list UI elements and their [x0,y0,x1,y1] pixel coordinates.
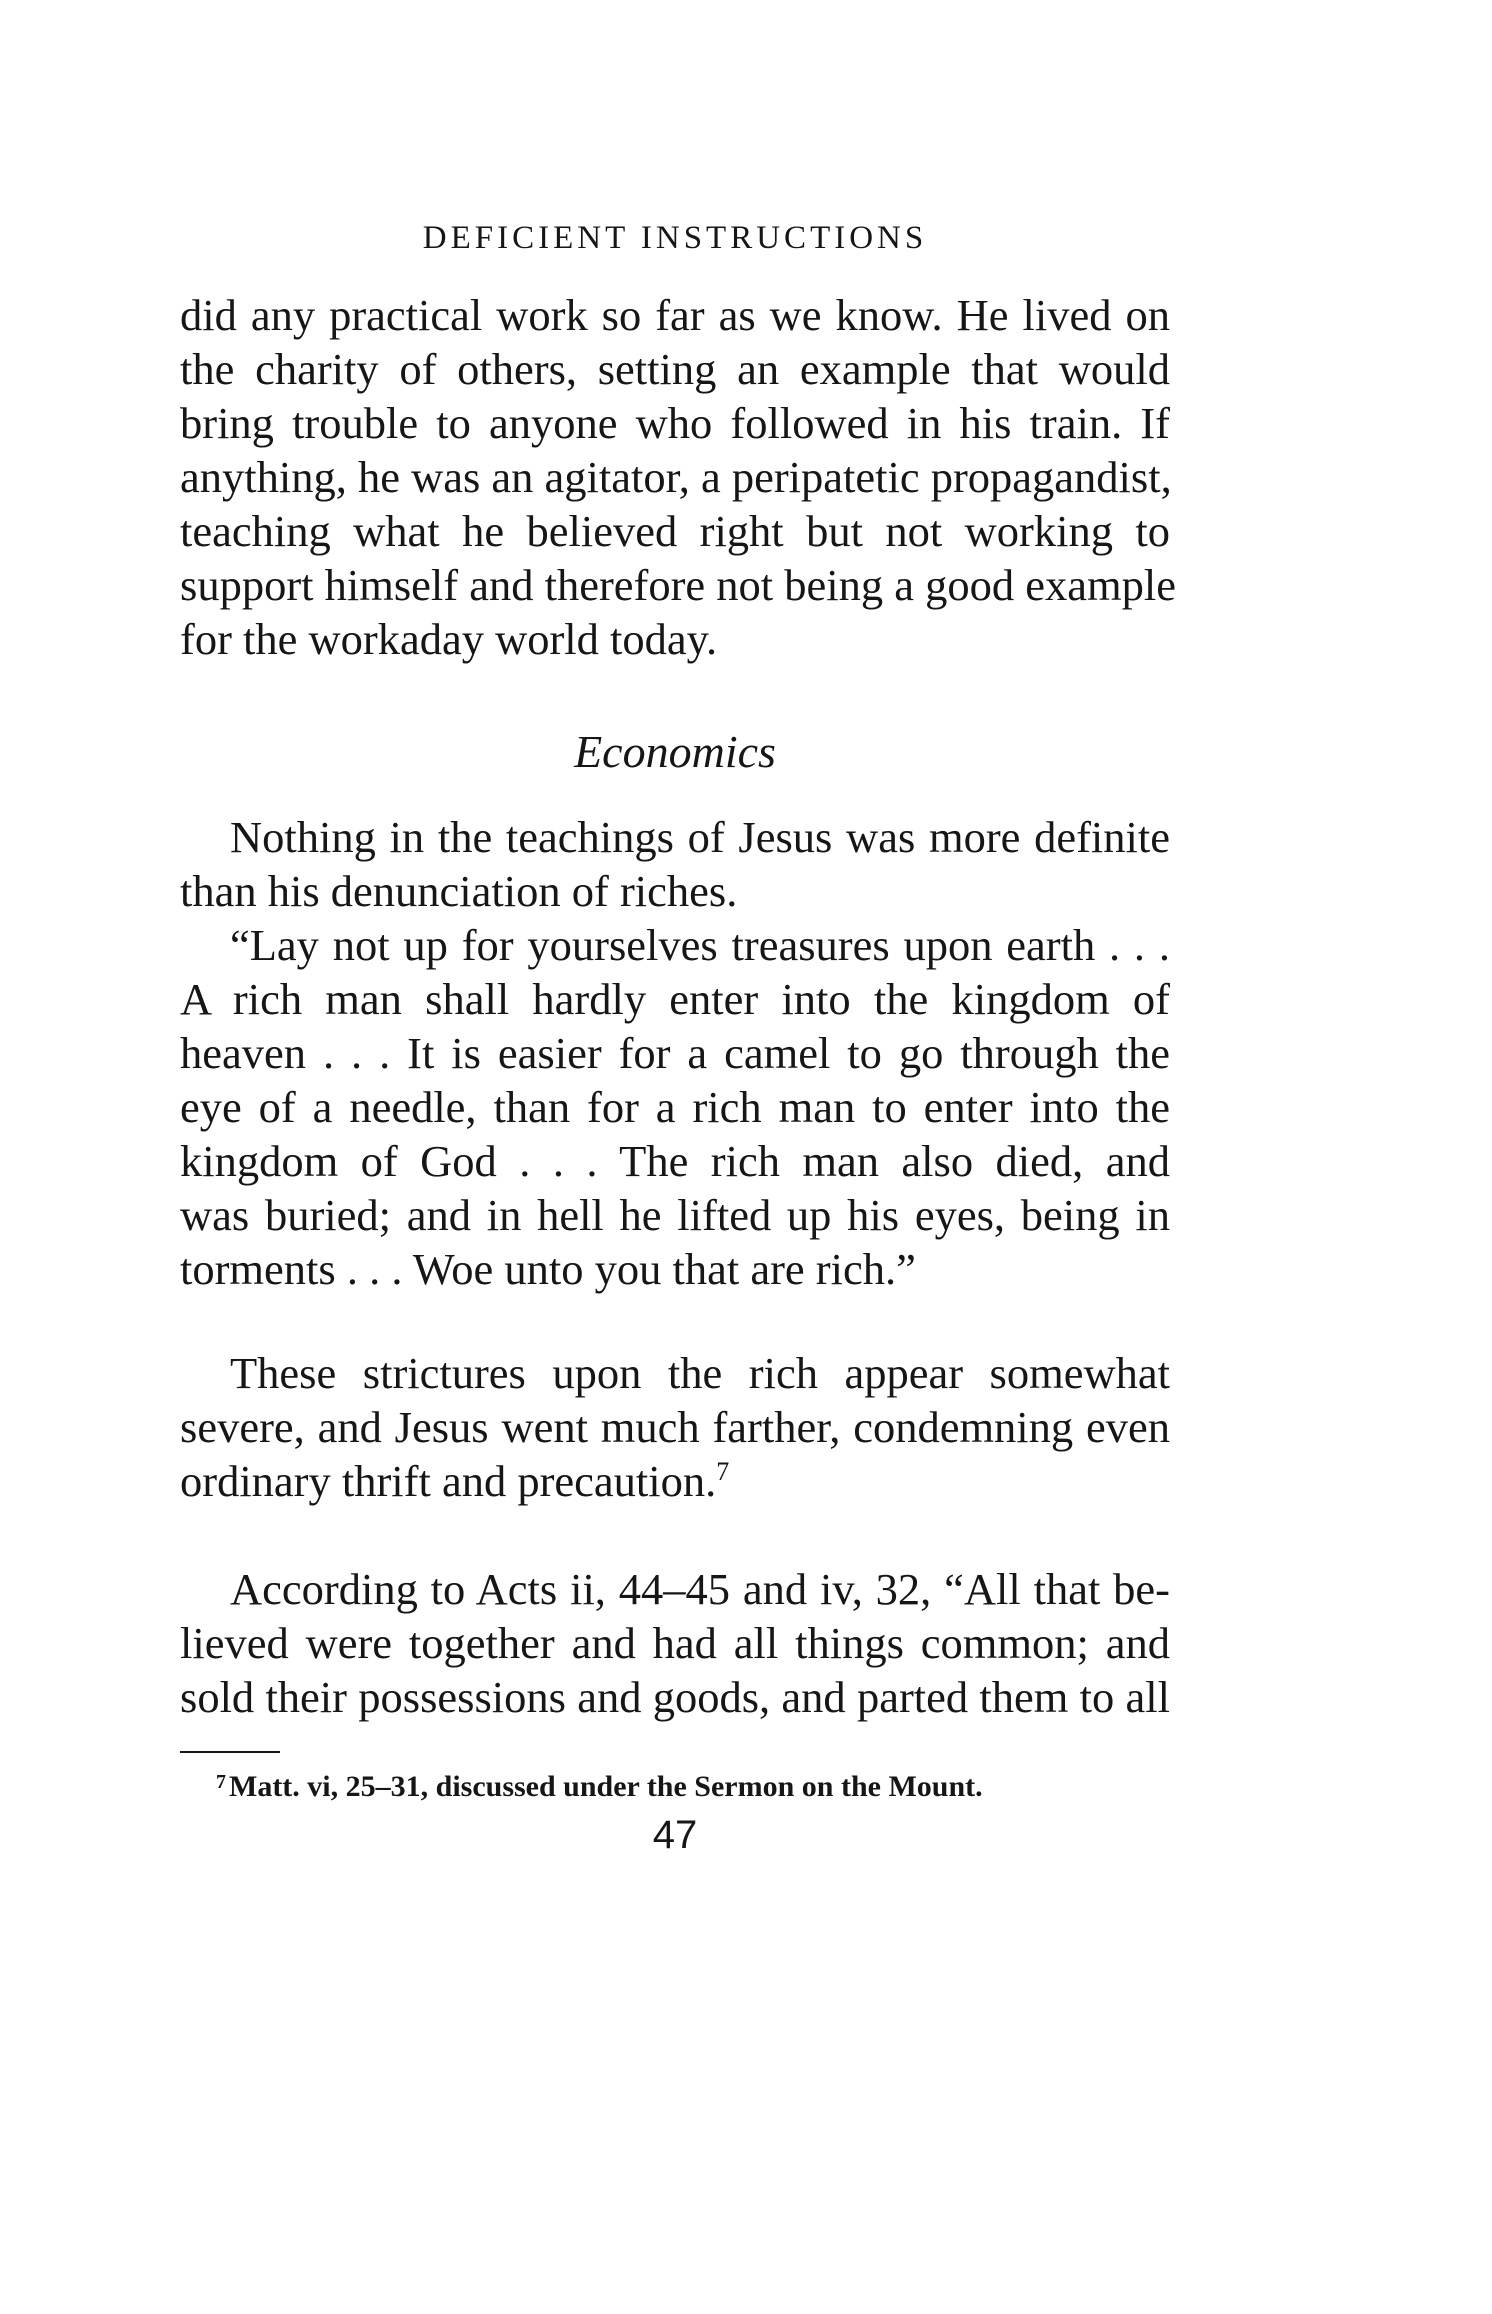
text-line: “Lay not up for yourselves treasures upon earth . . . [230,920,1170,970]
paragraph-acts [180,1562,1170,1724]
text-line: the charity of others, setting an example that would [180,344,1170,394]
text-line: teaching what he believed right but not working to [180,506,1170,556]
text-line: anything, he was an agitator, a peripatetic propagandist, [180,452,1172,502]
running-head: DEFICIENT INSTRUCTIONS [422,220,928,256]
text-line: sold their possessions and goods, and parted them to all [180,1672,1170,1722]
paragraph-continued [180,288,1177,666]
text-line: These strictures upon the rich appear somewhat [230,1348,1170,1398]
text-line: for the workaday world today. [180,614,718,664]
paragraph-quotation [180,918,1170,1296]
text-line: than his denunciation of riches. [180,866,738,916]
text-line [180,1454,1170,1508]
footnote-divider [180,1751,280,1753]
text-line: A rich man shall hardly enter into the kingdom of [180,974,1170,1024]
text-line: heaven . . . It is easier for a camel to go through the [180,1028,1170,1078]
footnote-marker: 7 [216,1771,226,1793]
text-line-content: ordinary thrift and precaution. [180,1456,717,1506]
paragraph-riches [180,810,1170,918]
text-line: support himself and therefore not being a good example [180,560,1177,610]
paragraph-strictures [180,1346,1170,1508]
footnote-text: Matt. vi, 25–31, discussed under the Sermon on the Mount. [229,1770,983,1803]
footnote [216,1762,1170,1807]
text-line: According to Acts ii, 44–45 and iv, 32, “All that be- [230,1564,1170,1614]
text-line: torments . . . Woe unto you that are rich.” [180,1244,916,1294]
text-line: Nothing in the teachings of Jesus was more definite [230,812,1170,862]
book-page [180,0,1177,2314]
footnote-reference[interactable]: 7 [716,1457,730,1486]
page-number: 47 [652,1813,698,1857]
text-line: eye of a needle, than for a rich man to enter into the [180,1082,1170,1132]
text-line: lieved were together and had all things common; and [180,1618,1170,1668]
text-line: was buried; and in hell he lifted up his eyes, being in [180,1190,1170,1240]
text-line: did any practical work so far as we know. He lived on [180,290,1170,340]
text-line: kingdom of God . . . The rich man also died, and [180,1136,1170,1186]
text-line: bring trouble to anyone who followed in his train. If [180,398,1170,448]
section-heading: Economics [574,726,776,777]
text-line: severe, and Jesus went much farther, condemning even [180,1402,1170,1452]
